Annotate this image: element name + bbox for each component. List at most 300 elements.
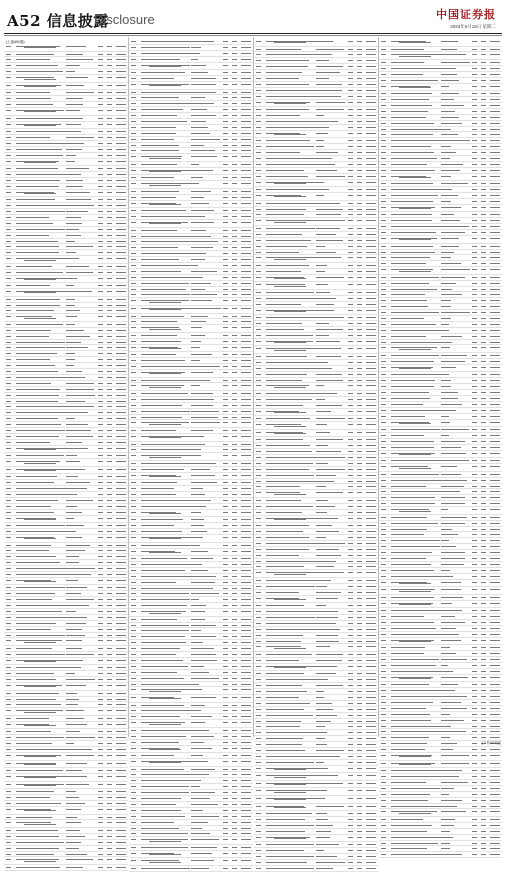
table-cell-text — [441, 597, 463, 598]
table-cell-text — [472, 238, 477, 239]
table-row — [129, 370, 253, 378]
table-cell-text — [266, 368, 315, 369]
table-cell-text — [241, 360, 251, 361]
table-cell-text — [107, 776, 112, 777]
table-cell-text — [232, 730, 237, 731]
table-cell-text — [66, 371, 82, 372]
table-cell-text — [107, 59, 112, 60]
table-cell-text — [131, 545, 136, 546]
table-cell-text — [316, 90, 342, 91]
table-cell-text — [141, 236, 190, 237]
table-cell-text — [98, 168, 103, 169]
table-cell-text — [16, 131, 65, 132]
table-cell-text — [391, 610, 441, 611]
table-cell-text — [223, 289, 228, 290]
table-cell-text — [223, 660, 228, 661]
table-cell-text — [131, 372, 136, 373]
table-cell-text — [366, 592, 376, 593]
table-cell-text — [381, 152, 386, 153]
table-cell-text — [24, 79, 56, 80]
table-cell-text — [391, 342, 443, 343]
table-cell-text — [131, 84, 136, 85]
table-cell-text — [472, 289, 477, 290]
table-cell-text — [490, 690, 500, 691]
table-cell-text — [131, 150, 136, 151]
table-cell-text — [481, 68, 486, 69]
table-cell-text — [241, 253, 251, 254]
newspaper-logo: 中国证券报 — [436, 8, 496, 21]
table-cell-text — [256, 54, 261, 55]
table-cell-text — [223, 868, 228, 869]
table-cell-text — [24, 193, 56, 194]
table-cell-text — [266, 580, 316, 581]
table-cell-text — [107, 424, 112, 425]
table-cell-text — [274, 648, 306, 649]
table-cell-text — [274, 103, 306, 104]
table-cell-text — [381, 257, 386, 258]
page-header — [0, 0, 506, 36]
table-cell-text — [191, 191, 211, 192]
table-cell-text — [232, 59, 237, 60]
table-cell-text — [481, 671, 486, 672]
table-cell-text — [66, 611, 76, 612]
table-cell-text — [441, 367, 457, 368]
table-cell-text — [357, 368, 362, 369]
table-cell-text — [266, 84, 309, 85]
table-cell-text — [266, 127, 320, 128]
table-cell-text — [256, 525, 261, 526]
table-cell-text — [24, 712, 56, 713]
table-cell-text — [490, 207, 500, 208]
table-cell-text — [98, 654, 103, 655]
table-cell-text — [16, 854, 54, 855]
table-cell-text — [256, 868, 261, 869]
table-cell-text — [391, 214, 431, 215]
table-cell-text — [316, 368, 332, 369]
table-cell-text — [357, 798, 362, 799]
table-cell-text — [131, 642, 136, 643]
table-cell-text — [107, 809, 112, 810]
table-cell-text — [16, 531, 68, 532]
table-cell-text — [116, 512, 126, 513]
table-cell-text — [316, 844, 339, 845]
table-row — [254, 383, 378, 391]
table-cell-text — [66, 648, 82, 649]
table-row — [129, 383, 253, 391]
table-cell-text — [366, 374, 376, 375]
table-cell-text — [241, 271, 251, 272]
table-cell-text — [141, 210, 186, 211]
table-cell-text — [441, 731, 466, 732]
table-cell-text — [116, 272, 126, 273]
table-cell-text — [66, 278, 77, 279]
table-cell-text — [141, 684, 194, 685]
table-cell-text — [266, 54, 317, 55]
table-cell-text — [381, 653, 386, 654]
table-cell-text — [316, 697, 324, 698]
table-cell-text — [16, 98, 51, 99]
table-cell-text — [66, 424, 88, 425]
table-cell-text — [490, 41, 500, 42]
table-cell-text — [16, 635, 65, 636]
table-cell-text — [116, 593, 126, 594]
table-cell-text — [191, 588, 213, 589]
table-cell-text — [391, 355, 438, 356]
table-cell-text — [348, 439, 353, 440]
table-cell-text — [266, 209, 306, 210]
table-cell-text — [116, 223, 126, 224]
header-rule — [4, 33, 502, 34]
table-cell-text — [191, 321, 206, 322]
table-cell-text — [481, 330, 486, 331]
table-cell-text — [441, 404, 462, 405]
table-cell-text — [191, 853, 212, 854]
table-cell-text — [441, 74, 458, 75]
table-cell-text — [348, 726, 353, 727]
table-cell-text — [241, 92, 251, 93]
table-cell-text — [256, 49, 261, 50]
table-cell-text — [232, 354, 237, 355]
table-cell-text — [366, 566, 376, 567]
table-cell-text — [316, 492, 343, 493]
dateline: 2023年5月18日 星期二 — [450, 24, 496, 29]
table-cell-text — [6, 797, 11, 798]
table-cell-text — [441, 622, 466, 623]
table-cell-text — [441, 392, 458, 393]
table-cell-text — [399, 177, 431, 178]
table-cell-text — [16, 436, 58, 437]
table-cell-text — [481, 570, 486, 571]
table-cell-text — [149, 538, 181, 539]
table-cell-text — [107, 469, 112, 470]
table-cell-text — [357, 341, 362, 342]
table-cell-text — [381, 770, 386, 771]
table-cell-text — [107, 406, 112, 407]
table-cell-text — [116, 241, 126, 242]
table-cell-text — [16, 605, 66, 606]
table-cell-text — [266, 228, 315, 229]
table-cell-text — [191, 405, 213, 406]
table-cell-text — [16, 359, 50, 360]
table-cell-text — [6, 174, 11, 175]
table-cell-text — [266, 844, 313, 845]
table-cell-text — [266, 605, 303, 606]
table-cell-text — [399, 42, 431, 43]
table-cell-text — [16, 65, 57, 66]
table-cell-text — [232, 654, 237, 655]
table-cell-text — [66, 155, 76, 156]
table-cell-text — [472, 99, 477, 100]
table-cell-text — [131, 380, 136, 381]
table-cell-text — [381, 714, 386, 715]
table-cell-text — [98, 699, 103, 700]
table-cell-text — [391, 257, 429, 258]
table-cell-text — [381, 480, 386, 481]
table-cell-text — [316, 715, 337, 716]
table-cell-text — [348, 182, 353, 183]
table-cell-text — [366, 298, 376, 299]
table-cell-text — [266, 240, 310, 241]
table-cell-text — [490, 195, 500, 196]
table-cell-text — [232, 588, 237, 589]
table-cell-text — [131, 494, 136, 495]
table-cell-text — [223, 259, 228, 260]
table-cell-text — [472, 342, 477, 343]
table-cell-text — [481, 659, 486, 660]
table-cell-text — [348, 641, 353, 642]
table-cell-text — [316, 335, 329, 336]
table-cell-text — [266, 813, 311, 814]
table-cell-text — [381, 540, 386, 541]
table-cell-text — [256, 277, 261, 278]
table-cell-text — [348, 271, 353, 272]
table-cell-text — [391, 252, 435, 253]
table-cell-text — [241, 648, 251, 649]
table-cell-text — [381, 441, 386, 442]
table-cell-text — [481, 294, 486, 295]
table-cell-text — [366, 140, 376, 141]
table-cell-text — [16, 412, 70, 413]
table-cell-text — [232, 253, 237, 254]
table-cell-text — [6, 724, 11, 725]
table-cell-text — [6, 506, 11, 507]
table-cell-text — [223, 347, 228, 348]
table-cell-text — [481, 491, 486, 492]
table-cell-text — [141, 816, 185, 817]
table-cell-text — [107, 347, 112, 348]
table-cell-text — [66, 809, 81, 810]
table-cell-text — [391, 497, 435, 498]
table-cell-text — [316, 432, 330, 433]
table-cell-text — [107, 412, 112, 413]
table-cell-text — [357, 292, 362, 293]
table-row — [4, 459, 128, 467]
table-cell-text — [381, 763, 386, 764]
table-cell-text — [357, 385, 362, 386]
table-cell-text — [441, 342, 452, 343]
table-cell-text — [232, 576, 237, 577]
table-cell-text — [107, 223, 112, 224]
table-cell-text — [191, 833, 210, 834]
table-cell-text — [131, 127, 136, 128]
table-cell-text — [141, 500, 193, 501]
table-cell-text — [116, 389, 126, 390]
table-cell-text — [316, 775, 338, 776]
table-cell-text — [490, 117, 500, 118]
table-cell-text — [348, 744, 353, 745]
table-cell-text — [6, 854, 11, 855]
table-cell-text — [191, 59, 198, 60]
table-cell-text — [256, 531, 261, 532]
table-cell-text — [223, 72, 228, 73]
table-cell-text — [357, 78, 362, 79]
table-cell-text — [316, 385, 324, 386]
table-cell-text — [241, 839, 251, 840]
table-cell-text — [274, 599, 306, 600]
table-cell-text — [191, 366, 220, 367]
table-cell-text — [472, 552, 477, 553]
table-cell-text — [490, 582, 500, 583]
table-cell-text — [381, 41, 386, 42]
table-cell-text — [116, 568, 126, 569]
table-cell-text — [24, 47, 56, 48]
table-cell-text — [116, 406, 126, 407]
table-cell-text — [256, 234, 261, 235]
table-cell-text — [316, 543, 345, 544]
table-cell-text — [232, 316, 237, 317]
table-cell-text — [481, 653, 486, 654]
table-cell-text — [441, 176, 452, 177]
table-row — [129, 866, 253, 872]
table-cell-text — [107, 174, 112, 175]
table-cell-text — [391, 690, 444, 691]
table-cell-text — [256, 586, 261, 587]
table-cell-text — [441, 312, 470, 313]
table-cell-text — [357, 49, 362, 50]
table-cell-text — [441, 843, 450, 844]
table-cell-text — [348, 49, 353, 50]
table-cell-text — [131, 684, 136, 685]
table-cell-text — [256, 561, 261, 562]
table-cell-text — [116, 537, 126, 538]
table-cell-text — [316, 195, 324, 196]
table-cell-text — [490, 152, 500, 153]
table-cell-text — [256, 176, 261, 177]
table-cell-text — [98, 500, 103, 501]
table-cell-text — [98, 562, 103, 563]
table-cell-text — [348, 475, 353, 476]
table-cell-text — [191, 722, 205, 723]
table-cell-text — [441, 634, 459, 635]
table-row — [129, 837, 253, 845]
table-cell-text — [241, 115, 251, 116]
table-cell-text — [481, 811, 486, 812]
table-cell-text — [348, 432, 353, 433]
table-cell-text — [141, 366, 192, 367]
table-cell-text — [481, 269, 486, 270]
table-cell-text — [441, 355, 467, 356]
table-cell-text — [116, 623, 126, 624]
table-cell-text — [241, 761, 251, 762]
table-cell-text — [266, 691, 307, 692]
table-cell-text — [481, 552, 486, 553]
table-row — [379, 345, 502, 353]
table-cell-text — [381, 170, 386, 171]
table-cell-text — [472, 404, 477, 405]
table-cell-text — [472, 93, 477, 94]
table-cell-text — [348, 732, 353, 733]
table-cell-text — [266, 500, 301, 501]
table-cell-text — [316, 284, 328, 285]
table-cell-text — [141, 654, 175, 655]
table-cell-text — [366, 329, 376, 330]
table-cell-text — [191, 327, 202, 328]
table-cell-text — [481, 782, 486, 783]
table-cell-text — [391, 447, 434, 448]
table-cell-text — [441, 665, 449, 666]
table-cell-text — [490, 392, 500, 393]
table-cell-text — [441, 380, 452, 381]
table-cell-text — [441, 763, 469, 764]
table-cell-text — [357, 813, 362, 814]
table-cell-text — [256, 405, 261, 406]
table-cell-text — [399, 756, 431, 757]
table-row — [254, 644, 378, 652]
table-cell-text — [116, 98, 126, 99]
table-cell-text — [381, 616, 386, 617]
table-cell-text — [6, 737, 11, 738]
table-cell-text — [472, 398, 477, 399]
table-cell-text — [441, 134, 458, 135]
table-cell-text — [16, 442, 49, 443]
table-cell-text — [6, 822, 11, 823]
table-cell-text — [191, 422, 220, 423]
table-cell-text — [381, 386, 386, 387]
table-cell-text — [6, 770, 11, 771]
table-cell-text — [98, 718, 103, 719]
table-cell-text — [490, 312, 500, 313]
table-cell-text — [316, 451, 341, 452]
table-cell-text — [348, 469, 353, 470]
table-cell-text — [472, 170, 477, 171]
table-cell-text — [232, 684, 237, 685]
table-cell-text — [131, 78, 136, 79]
table-cell-text — [232, 736, 237, 737]
table-cell-text — [366, 310, 376, 311]
table-cell-text — [131, 289, 136, 290]
table-cell-text — [381, 603, 386, 604]
table-cell-text — [316, 54, 332, 55]
table-cell-text — [472, 603, 477, 604]
table-cell-text — [98, 223, 103, 224]
table-cell-text — [381, 80, 386, 81]
table-cell-text — [66, 556, 79, 557]
table-cell-text — [316, 660, 342, 661]
table-row — [379, 39, 502, 47]
table-cell-text — [399, 239, 431, 240]
table-cell-text — [98, 512, 103, 513]
table-row — [379, 638, 502, 646]
table-cell-text — [241, 748, 251, 749]
table-cell-text — [357, 819, 362, 820]
table-cell-text — [98, 285, 103, 286]
table-cell-text — [357, 750, 362, 751]
table-cell-text — [16, 285, 50, 286]
table-cell-text — [107, 859, 112, 860]
table-cell-text — [366, 102, 376, 103]
table-cell-text — [481, 226, 486, 227]
table-cell-text — [256, 512, 261, 513]
table-cell-text — [256, 66, 261, 67]
table-cell-text — [256, 189, 261, 190]
table-cell-text — [256, 284, 261, 285]
table-cell-text — [472, 435, 477, 436]
table-cell-text — [223, 78, 228, 79]
table-cell-text — [348, 617, 353, 618]
table-cell-text — [232, 372, 237, 373]
table-row — [379, 507, 502, 515]
table-cell-text — [66, 537, 82, 538]
table-cell-text — [490, 503, 500, 504]
table-cell-text — [107, 278, 112, 279]
table-cell-text — [472, 800, 477, 801]
table-cell-text — [131, 430, 136, 431]
table-cell-text — [266, 146, 314, 147]
table-cell-text — [131, 236, 136, 237]
table-cell-text — [441, 647, 450, 648]
table-cell-text — [381, 263, 386, 264]
table-cell-text — [141, 531, 181, 532]
